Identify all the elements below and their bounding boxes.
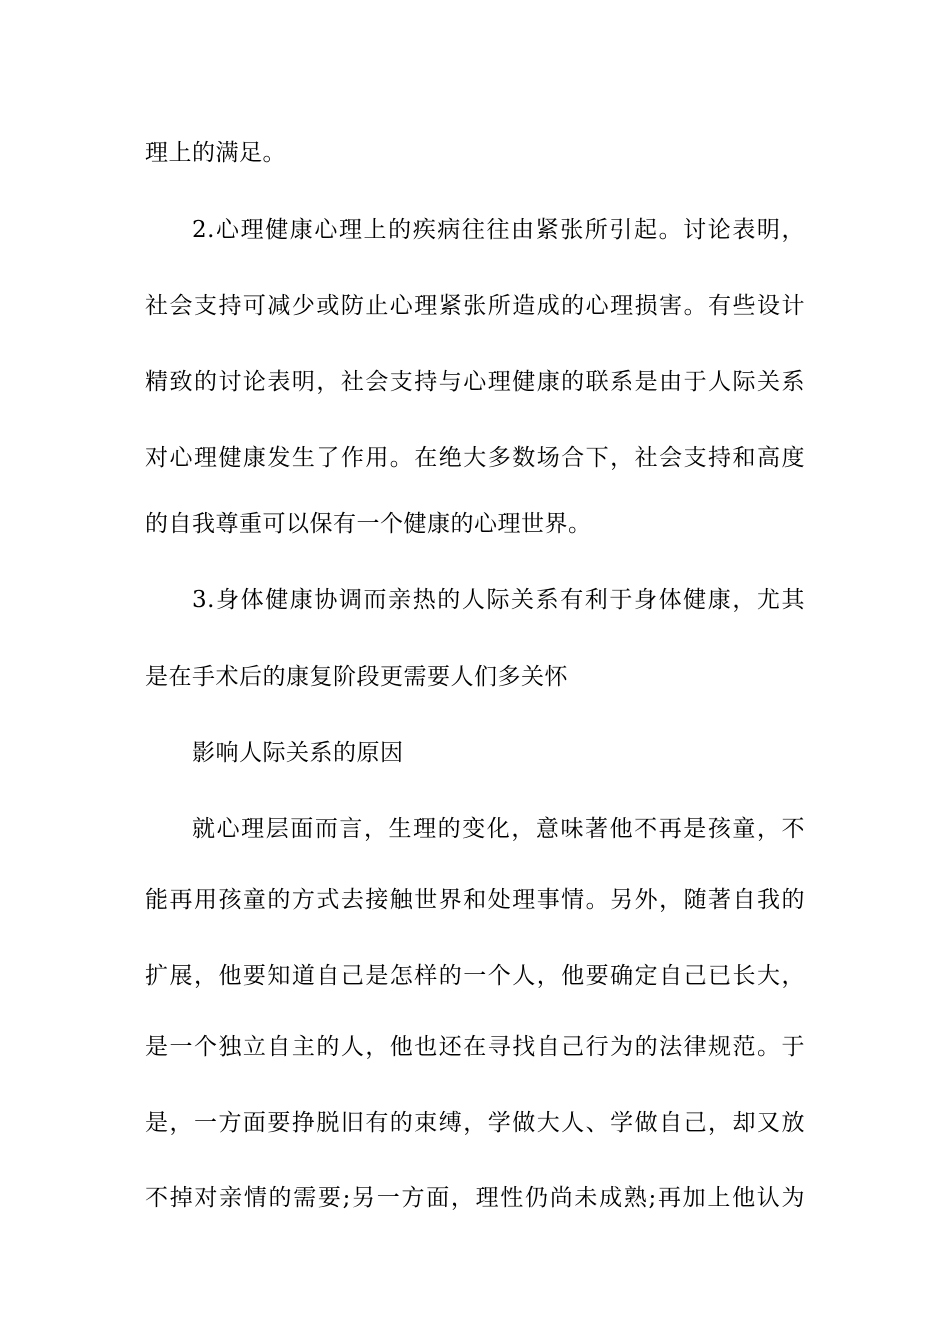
text-line: 能再用孩童的方式去接触世界和处理事情。另外，随著自我的	[145, 887, 805, 913]
text-line: 就心理层面而言，生理的变化，意味著他不再是孩童，不	[192, 816, 805, 842]
text-line: 是，一方面要挣脱旧有的束缚，学做大人、学做自己，却又放	[145, 1110, 805, 1136]
text-line: 3.身体健康协调而亲热的人际关系有利于身体健康，尤其	[192, 587, 805, 613]
text-line: 2.心理健康心理上的疾病往往由紧张所引起。讨论表明，	[192, 217, 805, 243]
text-line: 不掉对亲情的需要;另一方面，理性仍尚未成熟;再加上他认为	[145, 1185, 805, 1211]
text-line: 理上的满足。	[145, 140, 286, 166]
text-line: 扩展，他要知道自己是怎样的一个人，他要确定自己已长大，	[145, 963, 805, 989]
text-line: 社会支持可减少或防止心理紧张所造成的心理损害。有些设计	[145, 293, 805, 319]
section-heading: 影响人际关系的原因	[192, 740, 404, 766]
text-line: 的自我尊重可以保有一个健康的心理世界。	[145, 511, 592, 537]
text-line: 对心理健康发生了作用。在绝大多数场合下，社会支持和高度	[145, 445, 805, 471]
text-line: 是一个独立自主的人，他也还在寻找自己行为的法律规范。于	[145, 1034, 805, 1060]
text-line: 精致的讨论表明，社会支持与心理健康的联系是由于人际关系	[145, 369, 805, 395]
text-line: 是在手术后的康复阶段更需要人们多关怀	[145, 664, 568, 690]
